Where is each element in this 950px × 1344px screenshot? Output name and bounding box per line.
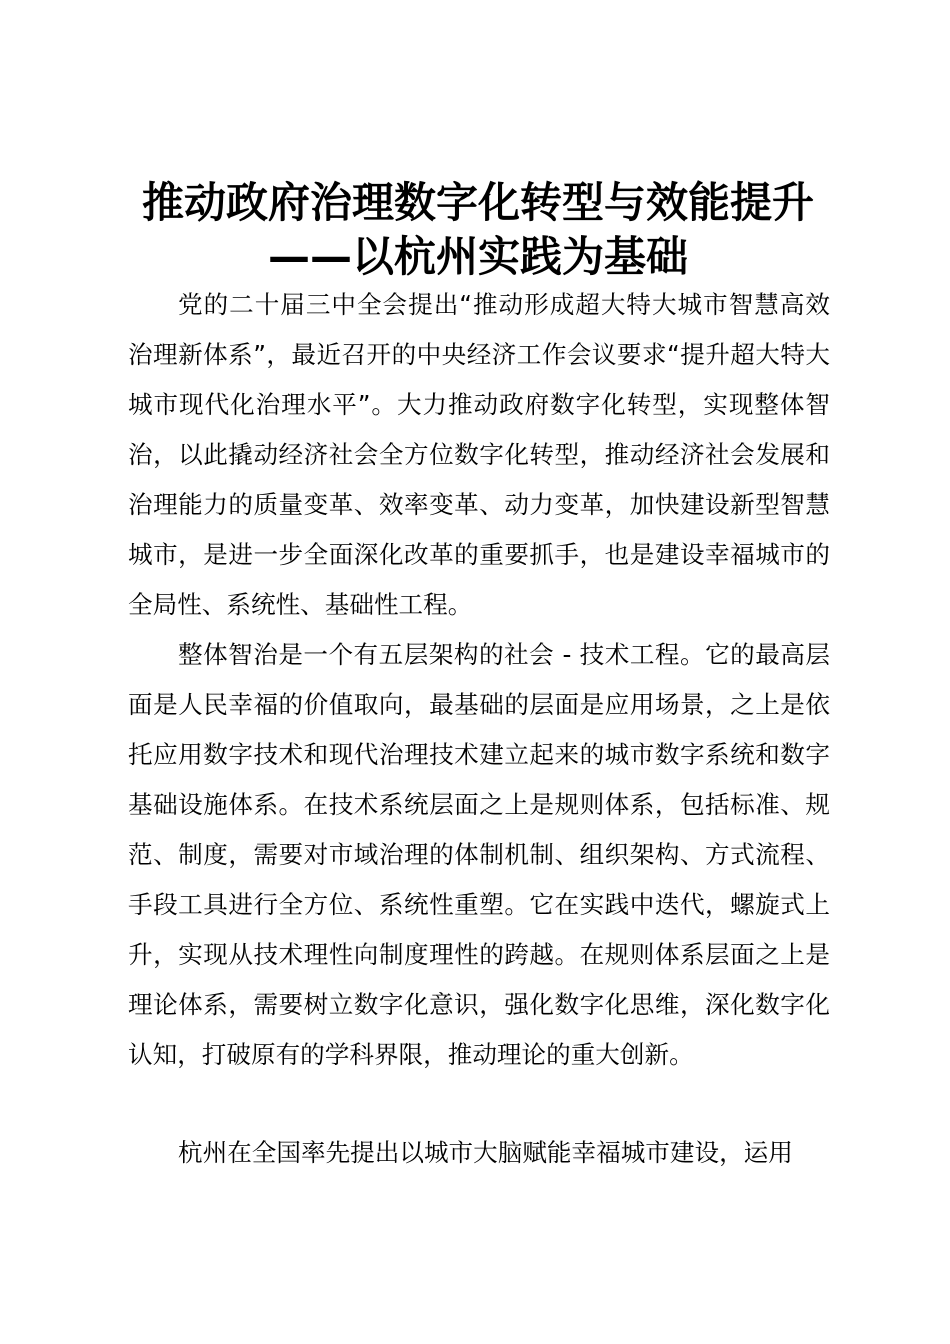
document-title: 推动政府治理数字化转型与效能提升——以杭州实践为基础 — [141, 178, 814, 281]
paragraph-3: 杭州在全国率先提出以城市大脑赋能幸福城市建设，运用 — [178, 1138, 793, 1167]
paragraph-1: 党的二十届三中全会提出“推动形成超大特大城市智慧高效治理新体系”，最近召开的中央经济工作会议要求“提升超大特大城市现代化治理水平”。大力推动政府数字化转型，实现整体智治，以此撬动经济社会全方位数字化转型，推动经济社会发展和治理能力的质量变革、效率变革、动力变革，加快建设新型智慧城市，是进一步全面深化改革的重要抓手，也是建设幸福城市的全局性、系统性、基础性工程。 — [128, 290, 830, 619]
paragraph-2: 整体智治是一个有五层架构的社会 - 技术工程。它的最高层面是人民幸福的价值取向，最基础的层面是应用场景，之上是依托应用数字技术和现代治理技术建立起来的城市数字系统和数字基础设施体系。在技术系统层面之上是规则体系，包括标准、规范、制度，需要对市域治理的体制机制、组织架构、方式流程、手段工具进行全方位、系统性重塑。它在实践中迭代，螺旋式上升，实现从技术理性向制度理性的跨越。在规则体系层面之上是理论体系，需要树立数字化意识，强化数字化思维，深化数字化认知，打破原有的学科界限，推动理论的重大创新。 — [128, 640, 830, 1069]
